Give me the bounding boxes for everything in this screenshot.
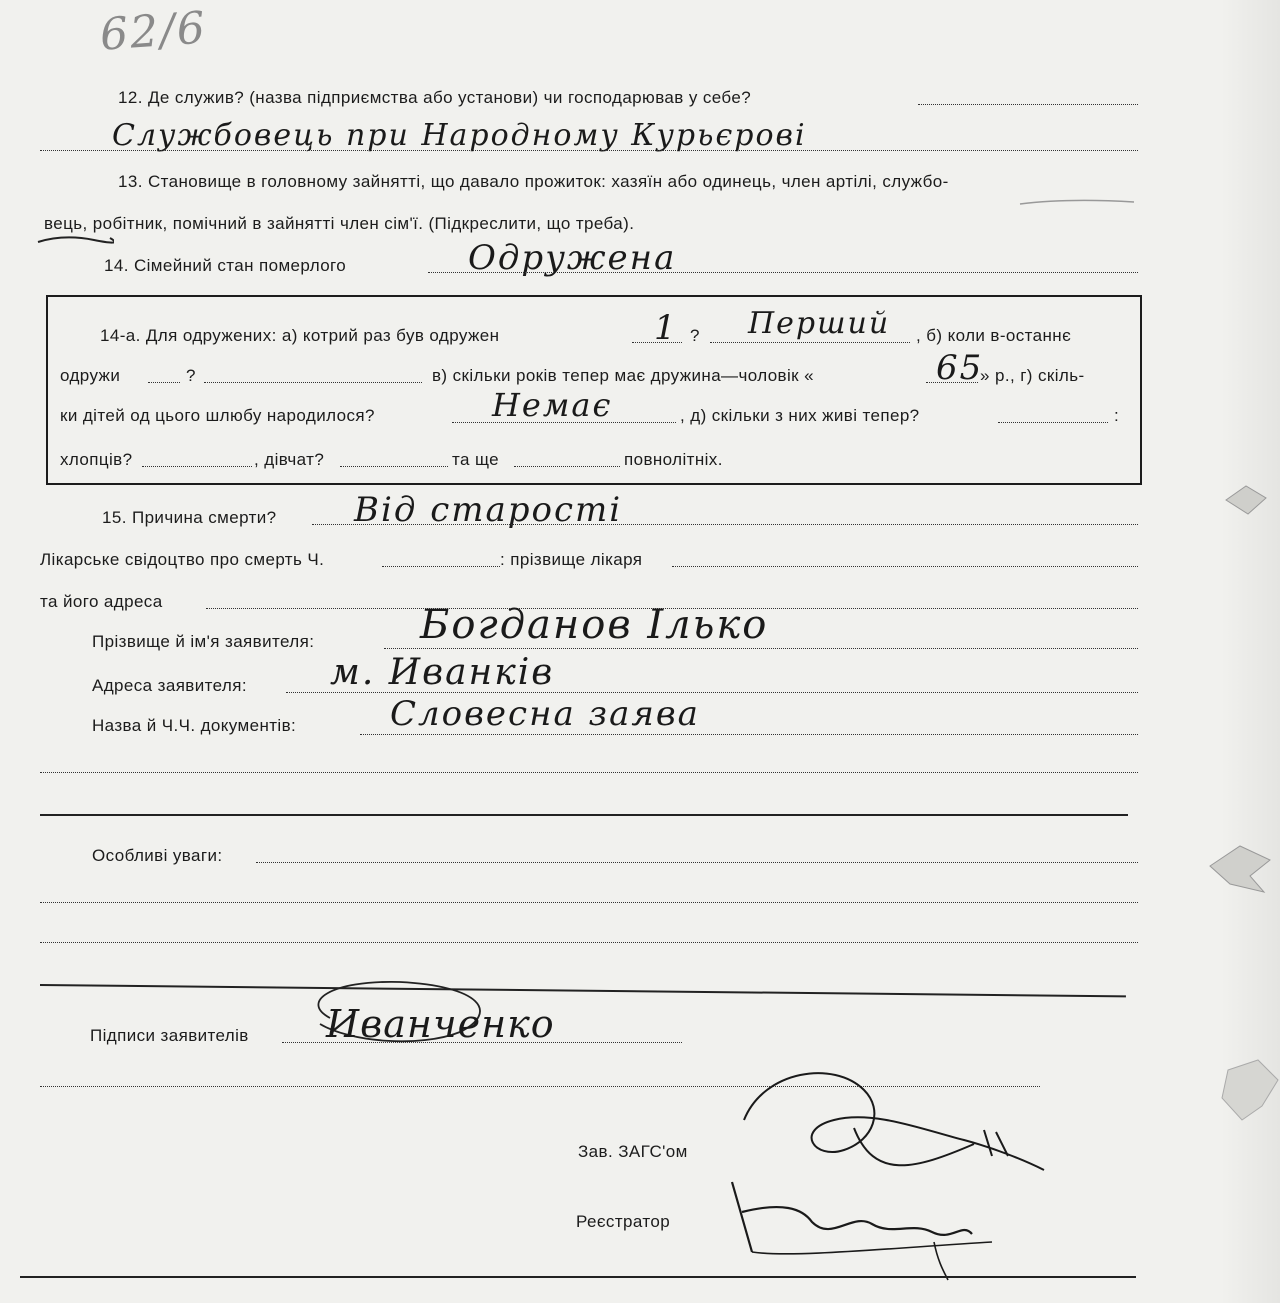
- q14a-q-mark-1: ?: [690, 326, 700, 345]
- applicant-name-answer: Богданов Ілько: [420, 602, 769, 648]
- q14a-spouse-age-answer: 65: [936, 348, 984, 388]
- applicants-signature-label: Підписи заявителів: [90, 1026, 249, 1045]
- q13-prompt-line2: вець, робітник, помічний в зайнятті член сім'ї. (Підкреслити, що треба).: [44, 214, 635, 233]
- medical-address-label: та його адреса: [40, 592, 163, 611]
- paper-tear-1: [1200, 836, 1280, 896]
- q14a-line2-start: одружи: [60, 366, 121, 385]
- q14a-children-answer: Немає: [492, 386, 613, 424]
- notes-dots-3: [40, 942, 1138, 943]
- notes-label: Особливі уваги:: [92, 846, 223, 865]
- q14a-alive-label: , д) скільки з них живі тепер?: [680, 406, 920, 425]
- applicant-documents-dots: [360, 734, 1138, 735]
- q14a-line1: 14-а. Для одружених: а) котрий раз був одружен: [100, 326, 500, 345]
- q14-prompt: 14. Сімейний стан померлого: [104, 256, 347, 275]
- q14a-adults-dots: [514, 466, 620, 467]
- applicant-signature: Иванченко: [326, 1002, 555, 1046]
- q14a-girls-label: , дівчат?: [254, 450, 325, 469]
- q14a-also-label: та ще: [452, 450, 500, 469]
- q14a-times-word-answer: Перший: [748, 306, 891, 341]
- notes-dots-2: [40, 902, 1138, 903]
- q14a-girls-dots: [340, 466, 448, 467]
- registrar-signature: [712, 1152, 1012, 1282]
- q13-prompt-line1: 13. Становище в головному зайнятті, що давало прожиток: хазяїн або одинець, член артілі, службо-: [118, 172, 949, 191]
- registrar-label: Реєстратор: [576, 1212, 671, 1231]
- medical-doctor-label: : прізвище лікаря: [500, 550, 643, 569]
- q14a-times-answer: 1: [654, 308, 678, 348]
- q14a-line3-start: ки дітей од цього шлюбу народилося?: [60, 406, 375, 425]
- q14a-when-dots-1: [148, 382, 180, 383]
- bottom-rule: [20, 1276, 1136, 1278]
- q14a-boys-dots: [142, 466, 252, 467]
- q14a-years-label: в) скільки років тепер має дружина—чоловік «: [432, 366, 814, 385]
- q14a-adults-label: повнолітніх.: [624, 450, 723, 469]
- applicant-documents-answer: Словесна заява: [390, 694, 700, 734]
- q14-answer: Одружена: [468, 238, 677, 278]
- medical-certificate-dots: [382, 566, 500, 567]
- applicant-address-answer: м. Иванків: [330, 652, 555, 693]
- paper-tear-3: [1216, 480, 1276, 520]
- q14a-when-label: , б) коли в-останнє: [916, 326, 1072, 345]
- archive-number: 62/6: [98, 2, 209, 61]
- q15-answer: Від старості: [354, 490, 623, 530]
- applicant-address-dots: [286, 692, 1138, 693]
- applicant-address-label: Адреса заявителя:: [92, 676, 247, 695]
- q14a-when-dots-2: [204, 382, 422, 383]
- medical-doctor-dots: [672, 566, 1138, 567]
- q13-pencil-mark: [1018, 194, 1138, 210]
- blank-line-1: [40, 772, 1138, 773]
- head-of-registry-label: Зав. ЗАГС'ом: [578, 1142, 688, 1161]
- q12-answer-dots: [40, 150, 1138, 151]
- q12-prompt: 12. Де служив? (назва підприємства або установи) чи господарював у себе?: [118, 88, 752, 107]
- q14a-q-mark-2: ?: [186, 366, 196, 385]
- divider-1: [40, 814, 1128, 816]
- q13-underline-mark: [34, 232, 114, 248]
- paper-tear-2: [1208, 1050, 1280, 1130]
- applicant-name-dots: [384, 648, 1138, 649]
- applicant-documents-label: Назва й Ч.Ч. документів:: [92, 716, 297, 735]
- q15-dots: [312, 524, 1138, 525]
- q15-prompt: 15. Причина смерти?: [102, 508, 277, 527]
- divider-2: [40, 984, 1126, 997]
- applicant-name-label: Прізвище й ім'я заявителя:: [92, 632, 315, 651]
- q14a-colon: :: [1114, 406, 1120, 425]
- medical-certificate-label: Лікарське свідоцтво про смерть Ч.: [40, 550, 325, 569]
- q14a-boys-label: хлопців?: [60, 450, 133, 469]
- q14a-alive-dots: [998, 422, 1108, 423]
- q14a-times-word-dots: [710, 342, 910, 343]
- q14-dots: [428, 272, 1138, 273]
- notes-dots-1: [256, 862, 1138, 863]
- q12-answer: Службовець при Народному Курьєрові: [112, 118, 807, 153]
- q14a-years-suffix: » р., г) скіль-: [980, 366, 1085, 385]
- q12-dots: [918, 104, 1138, 105]
